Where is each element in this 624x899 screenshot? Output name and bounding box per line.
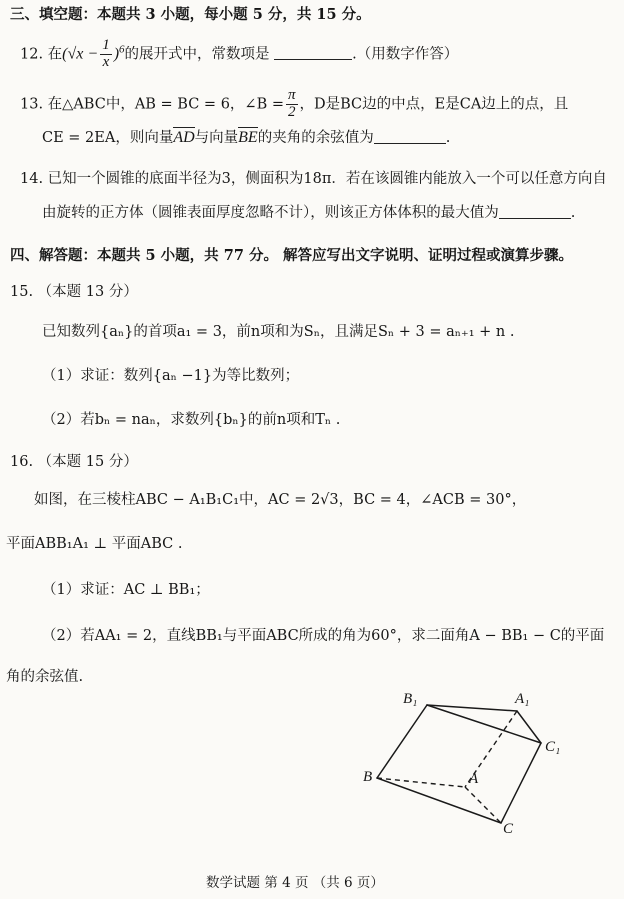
q13-line2-b: 与向量	[194, 130, 239, 146]
label-a: A	[469, 771, 479, 787]
q13-frac-den: 2	[287, 103, 296, 120]
question-13-line1	[20, 88, 568, 121]
edge-a1-c1	[517, 711, 541, 743]
section3-header: 三、填空题：本题共 3 小题，每小题 5 分，共 15 分。	[10, 6, 371, 23]
q14-line2: 由旋转的正方体（圆锥表面厚度忽略不计），则该正方体体积的最大值为	[42, 205, 499, 221]
q13-vector-ad: AD	[173, 129, 195, 146]
label-b: B	[363, 769, 373, 785]
edge-b1-c1	[427, 705, 541, 743]
q13-line2-end: .	[445, 130, 451, 146]
q13-line1-b: ，D是BC边的中点，E是CA边上的点，且	[299, 96, 569, 113]
q16-score: （本题 15 分）	[37, 454, 138, 470]
q13-line2-c: 的夹角的余弦值为	[257, 130, 374, 146]
q16-part2-b: 角的余弦值.	[6, 669, 84, 685]
q14-line1: 已知一个圆锥的底面半径为3，侧面积为18π．若在该圆锥内能放入一个可以任意方向自	[47, 171, 607, 187]
q16-stem2: 平面ABB₁A₁ ⊥ 平面ABC .	[6, 536, 183, 552]
label-a1: A₁	[515, 691, 530, 707]
q12-text-a: 在	[47, 46, 63, 63]
q12-fraction	[100, 38, 112, 71]
question-16-header	[10, 455, 138, 470]
edge-b-c	[377, 778, 501, 823]
q12-answer-blank[interactable]	[274, 59, 352, 60]
edge-b-b1	[377, 705, 427, 778]
q15-part2: （2）若bₙ = naₙ，求数列{bₙ}的前n项和Tₙ .	[42, 412, 341, 428]
label-b1: B₁	[403, 691, 418, 707]
q12-frac-den: x	[102, 53, 110, 70]
q15-score: （本题 13 分）	[37, 284, 138, 300]
q12-text-b: 的展开式中，常数项是	[124, 46, 270, 63]
question-12	[20, 38, 458, 71]
q13-fraction	[286, 88, 298, 121]
page-footer: 数学试题 第 4 页 （共 6 页）	[206, 875, 384, 891]
q12-number: 12.	[20, 46, 44, 63]
prism-figure	[355, 683, 585, 843]
question-15-header	[10, 285, 138, 300]
q13-number: 13.	[20, 96, 44, 113]
section4-header: 四、解答题：本题共 5 小题，共 77 分。 解答应写出文字说明、证明过程或演算步骤。	[10, 247, 574, 264]
q16-number: 16.	[10, 454, 34, 470]
q16-stem1: 如图，在三棱柱ABC − A₁B₁C₁中，AC = 2√3，BC = 4，∠ACB = 30°，	[34, 492, 527, 508]
q13-line2-a: CE = 2EA，则向量	[42, 130, 174, 146]
question-14-line1	[20, 172, 607, 187]
q12-expr-close: )	[113, 45, 120, 63]
q15-part1: （1）求证：数列{aₙ −1}为等比数列；	[42, 368, 300, 384]
q14-line2-end: .	[570, 205, 576, 221]
q16-part1: （1）求证：AC ⊥ BB₁；	[42, 582, 210, 598]
q12-expr-open: (√x −	[62, 45, 99, 63]
q12-power: 6	[119, 43, 125, 56]
q13-frac-num: π	[287, 87, 296, 103]
q14-answer-blank[interactable]	[499, 218, 571, 219]
q13-vector-be: BE	[238, 129, 258, 146]
question-14-line2	[42, 206, 575, 221]
label-c1: C₁	[545, 739, 561, 755]
question-13-line2	[42, 130, 450, 146]
label-c: C	[503, 821, 514, 837]
edge-a-c-hidden	[465, 787, 501, 823]
q16-part2-a: （2）若AA₁ = 2，直线BB₁与平面ABC所成的角为60°，求二面角A − BB₁ − C的平面	[42, 628, 605, 644]
q15-stem: 已知数列{aₙ}的首项a₁ = 3，前n项和为Sₙ，且满足Sₙ + 3 = aₙ₊₁ + n .	[42, 324, 515, 340]
q12-text-c: .（用数字作答）	[352, 46, 459, 63]
q15-number: 15.	[10, 284, 34, 300]
edge-c-c1	[501, 743, 541, 823]
q14-number: 14.	[20, 171, 44, 187]
q13-answer-blank[interactable]	[374, 143, 446, 144]
q13-line1-a: 在△ABC中，AB = BC = 6，∠B =	[47, 96, 284, 113]
q12-frac-num: 1	[102, 37, 110, 53]
